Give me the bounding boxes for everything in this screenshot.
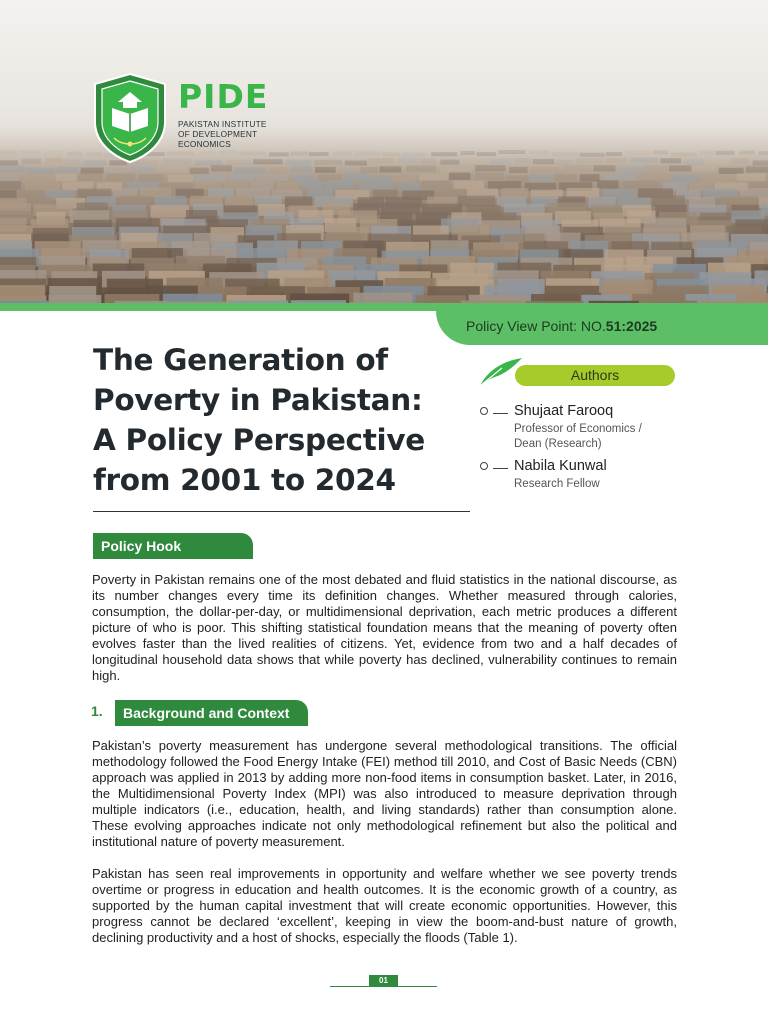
- brand-text: [178, 77, 269, 149]
- section-paragraph: Pakistan has seen real improvements in opportunity and welfare whether we see poverty trends overtime or progress in education and health outcomes. It is the economic growth of a country, as supported by the human capital investment that will create economic opportunities. However, this progress cannot be declared ‘excellent’, keeping in view the boom-and-bust nature of growth, declining productivity and a host of shocks, especially the floods (Table 1).: [92, 866, 677, 945]
- section-number: 1.: [91, 703, 103, 719]
- brand-subtitle: [178, 119, 268, 149]
- bullet-circle-icon: [480, 462, 488, 470]
- author-name: Shujaat Farooq: [514, 403, 614, 419]
- brand-name: PIDE: [178, 77, 269, 116]
- title-divider: [93, 511, 470, 512]
- author-role: [514, 477, 600, 492]
- pide-shield-logo: [92, 72, 168, 164]
- brand-subtitle-line: PAKISTAN INSTITUTE: [178, 119, 267, 129]
- policy-hook-heading: Policy Hook: [93, 533, 253, 559]
- bullet-circle-icon: [480, 407, 488, 415]
- title-line: Poverty in Pakistan:: [93, 383, 423, 417]
- author-role-line: Dean (Research): [514, 437, 602, 450]
- brand-subtitle-line: ECONOMICS: [178, 139, 231, 149]
- author-role-line: Professor of Economics /: [514, 423, 642, 435]
- author-role-line: Research Fellow: [514, 478, 600, 490]
- policy-hook-text: Poverty in Pakistan remains one of the most debated and fluid statistics in the national discourse, as its number changes every time its definition changes. Whether measured through calories, consumption, the dollar-per-day, or multidimensional deprivation, each metric produces a different picture of who is poor. This shifting statistical foundation means that the meaning of poverty often evolves faster than the lived realities of citizens. Yet, evidence from two and a half decades of longitudinal household data shows that while poverty has declined, vulnerability continues to remain high.: [92, 572, 677, 683]
- page-number: 01: [369, 975, 398, 987]
- authors-heading: Authors: [515, 365, 675, 386]
- section-paragraph: Pakistan’s poverty measurement has undergone several methodological transitions. The official methodology followed the Food Energy Intake (FEI) method till 2010, and Cost of Basic Needs (CBN) approach was applied in 2013 by adding more non-food items in consumption basket. Later, in 2016, the Multidimensional Poverty Index (MPI) was also introduced to measure deprivation through multiple indicators (i.e., education, health, and living standards) rather than consumption alone. These evolving approaches indicate not only methodological refinement but also the political and institutional nature of poverty measurement.: [92, 738, 677, 849]
- title-line: A Policy Perspective: [93, 423, 425, 457]
- viewpoint-number: 51:2025: [605, 318, 658, 334]
- section-heading: Background and Context: [115, 700, 308, 726]
- viewpoint-label: [466, 318, 657, 334]
- author-role: [514, 422, 642, 451]
- title-line: from 2001 to 2024: [93, 463, 396, 497]
- viewpoint-prefix: Policy View Point: NO.: [466, 318, 606, 334]
- dash-divider: [493, 468, 508, 469]
- author-name: Nabila Kunwal: [514, 458, 607, 474]
- brand-subtitle-line: OF DEVELOPMENT: [178, 129, 258, 139]
- dash-divider: [493, 413, 508, 414]
- page-title: [93, 340, 453, 500]
- title-line: The Generation of: [93, 343, 388, 377]
- hero-banner: [0, 0, 768, 310]
